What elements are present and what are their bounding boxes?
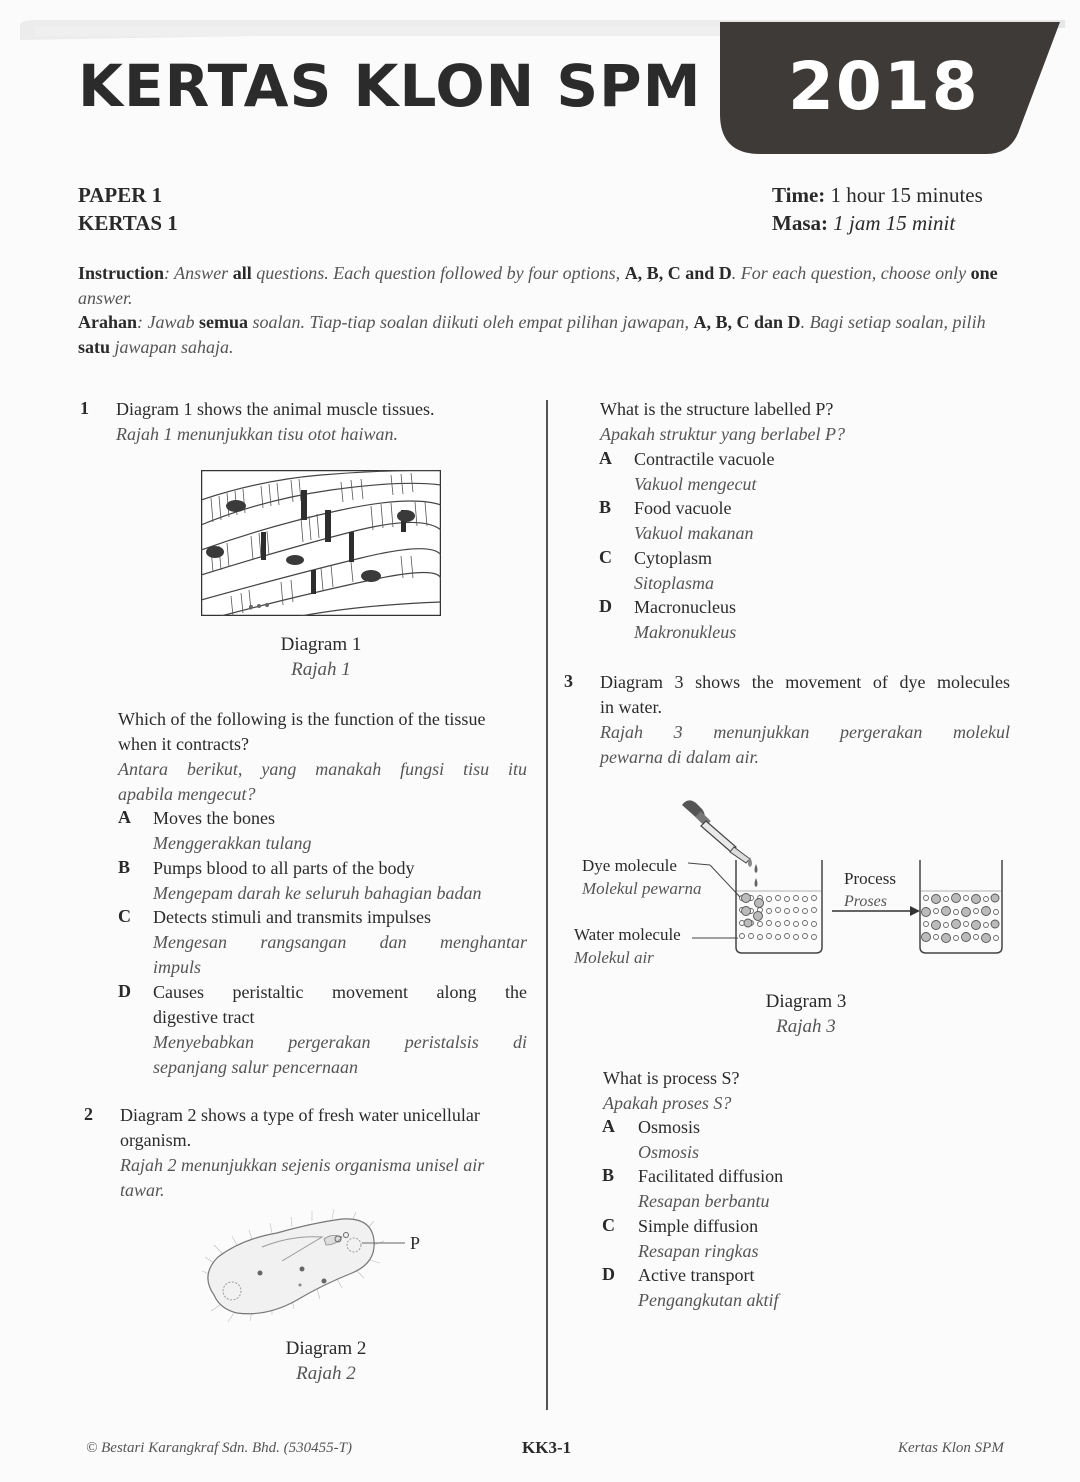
q2-question-en: What is the structure labelled P? — [600, 399, 834, 419]
q1-option-a-en: Moves the bones — [153, 808, 275, 828]
q2-stem-ms-1: Rajah 2 menunjukkan sejenis organisma unisel air — [120, 1155, 485, 1175]
q3-stem-en-2: in water. — [600, 697, 662, 717]
q3-question-en: What is process S? — [603, 1068, 740, 1088]
q1-option-b-ms: Mengepam darah ke seluruh bahagian badan — [153, 883, 482, 903]
process-label-en: Process — [844, 869, 896, 888]
water-label-en: Water molecule — [574, 925, 681, 944]
diagram-2-paramecium — [192, 1205, 422, 1325]
banner-year: 2018 — [788, 48, 980, 125]
q3-option-a-letter: A — [602, 1116, 615, 1136]
q1-option-d-ms-1: Menyebabkan pergerakan peristalsis di — [153, 1032, 527, 1052]
q1-option-c-ms-2: impuls — [153, 957, 202, 977]
q2-option-b-ms: Vakuol makanan — [634, 523, 754, 543]
q2-question-ms: Apakah struktur yang berlabel P? — [600, 424, 845, 444]
q1-option-b-letter: B — [118, 857, 131, 877]
q1-option-d-letter: D — [118, 981, 131, 1001]
paper-ms: KERTAS 1 — [78, 211, 178, 235]
q1-option-c-en: Detects stimuli and transmits impulses — [153, 907, 431, 927]
q3-stem-ms-2: pewarna di dalam air. — [600, 747, 760, 767]
q3-option-b-ms: Resapan berbantu — [638, 1191, 770, 1211]
q3-stem-en-1: Diagram 3 shows the movement of dye molecules — [600, 672, 1010, 692]
q3-option-c-en: Simple diffusion — [638, 1216, 759, 1236]
q1-number: 1 — [80, 398, 89, 418]
process-label-ms: Proses — [844, 893, 887, 910]
q3-option-d-ms: Pengangkutan aktif — [638, 1290, 779, 1310]
q1-question-ms-1: Antara berikut, yang manakah fungsi tisu itu — [118, 759, 527, 779]
footer-copyright: © Bestari Karangkraf Sdn. Bhd. (530455-T) — [86, 1440, 352, 1456]
footer-series: Kertas Klon SPM — [898, 1440, 1004, 1456]
dye-label-en: Dye molecule — [582, 856, 677, 875]
q3-option-b-letter: B — [602, 1165, 615, 1185]
q2-option-c-ms: Sitoplasma — [634, 573, 715, 593]
q3-option-d-letter: D — [602, 1264, 615, 1284]
q3-option-b-en: Facilitated diffusion — [638, 1166, 784, 1186]
diagram-2-caption-ms: Rajah 2 — [296, 1363, 356, 1384]
diagram-1-caption-en: Diagram 1 — [280, 634, 362, 655]
diagram-3-caption-ms: Rajah 3 — [776, 1016, 836, 1037]
instruction-en: Instruction: Answer all questions. Each question followed by four options, A, B, C and D. For each question, choose only one answer. — [78, 263, 998, 308]
q3-question-ms: Apakah proses S? — [603, 1093, 732, 1113]
q2-stem-en-1: Diagram 2 shows a type of fresh water unicellular — [120, 1105, 480, 1125]
q2-option-b-en: Food vacuole — [634, 498, 732, 518]
column-divider — [546, 400, 548, 1410]
q1-option-d-en-2: digestive tract — [153, 1007, 255, 1027]
diagram-1-caption-ms: Rajah 1 — [291, 659, 351, 680]
dye-label-ms: Molekul pewarna — [582, 879, 702, 898]
time-ms: Masa: 1 jam 15 minit — [772, 211, 956, 235]
q1-stem-ms: Rajah 1 menunjukkan tisu otot haiwan. — [116, 424, 398, 444]
q2-number: 2 — [84, 1104, 93, 1124]
diagram-2-caption-en: Diagram 2 — [285, 1338, 367, 1359]
q1-option-d-en-1: Causes peristaltic movement along the — [153, 982, 527, 1002]
q2-option-d-en: Macronucleus — [634, 597, 736, 617]
q2-option-c-letter: C — [599, 547, 612, 567]
q2-option-a-letter: A — [599, 448, 612, 468]
q3-option-d-en: Active transport — [638, 1265, 755, 1285]
q1-option-c-letter: C — [118, 906, 131, 926]
q3-option-c-ms: Resapan ringkas — [638, 1241, 759, 1261]
q1-option-d-ms-2: sepanjang salur pencernaan — [153, 1057, 358, 1077]
q3-option-c-letter: C — [602, 1215, 615, 1235]
q1-option-a-letter: A — [118, 807, 131, 827]
diagram-3-caption-en: Diagram 3 — [765, 991, 847, 1012]
q3-stem-ms-1: Rajah 3 menunjukkan pergerakan molekul — [600, 722, 1010, 742]
q3-option-a-en: Osmosis — [638, 1117, 701, 1137]
paper-en: PAPER 1 — [78, 183, 163, 207]
footer-page-code: KK3-1 — [522, 1438, 572, 1457]
dropper-icon — [682, 800, 750, 863]
q2-option-a-en: Contractile vacuole — [634, 449, 775, 469]
q2-option-c-en: Cytoplasm — [634, 548, 713, 568]
q1-option-b-en: Pumps blood to all parts of the body — [153, 858, 415, 878]
q2-option-a-ms: Vakuol mengecut — [634, 474, 757, 494]
instruction-ms: Arahan: Jawab semua soalan. Tiap-tiap soalan diikuti oleh empat pilihan jawapan, A, B, C dan D. Bagi setiap soalan, pilih satu jawapan sahaja. — [78, 312, 986, 357]
time-en: Time: 1 hour 15 minutes — [772, 183, 983, 207]
diagram-1-muscle-tissue — [201, 470, 441, 616]
q1-question-ms-2: apabila mengecut? — [118, 784, 256, 804]
banner-title: KERTAS KLON SPM — [78, 52, 702, 120]
q1-option-c-ms-1: Mengesan rangsangan dan menghantar — [153, 932, 527, 952]
water-label-ms: Molekul air — [574, 948, 654, 967]
q3-number: 3 — [564, 671, 573, 691]
q1-stem-en: Diagram 1 shows the animal muscle tissues. — [116, 399, 435, 419]
q2-option-b-letter: B — [599, 497, 612, 517]
q2-option-d-ms: Makronukleus — [634, 622, 737, 642]
diagram-2-label-p: P — [410, 1233, 421, 1253]
q2-stem-en-2: organism. — [120, 1130, 192, 1150]
q3-option-a-ms: Osmosis — [638, 1142, 700, 1162]
q1-option-a-ms: Menggerakkan tulang — [153, 833, 312, 853]
q1-question-en-2: when it contracts? — [118, 734, 249, 754]
q1-question-en-1: Which of the following is the function of the tissue — [118, 709, 486, 729]
q2-option-d-letter: D — [599, 596, 612, 616]
q2-stem-ms-2: tawar. — [120, 1180, 165, 1200]
